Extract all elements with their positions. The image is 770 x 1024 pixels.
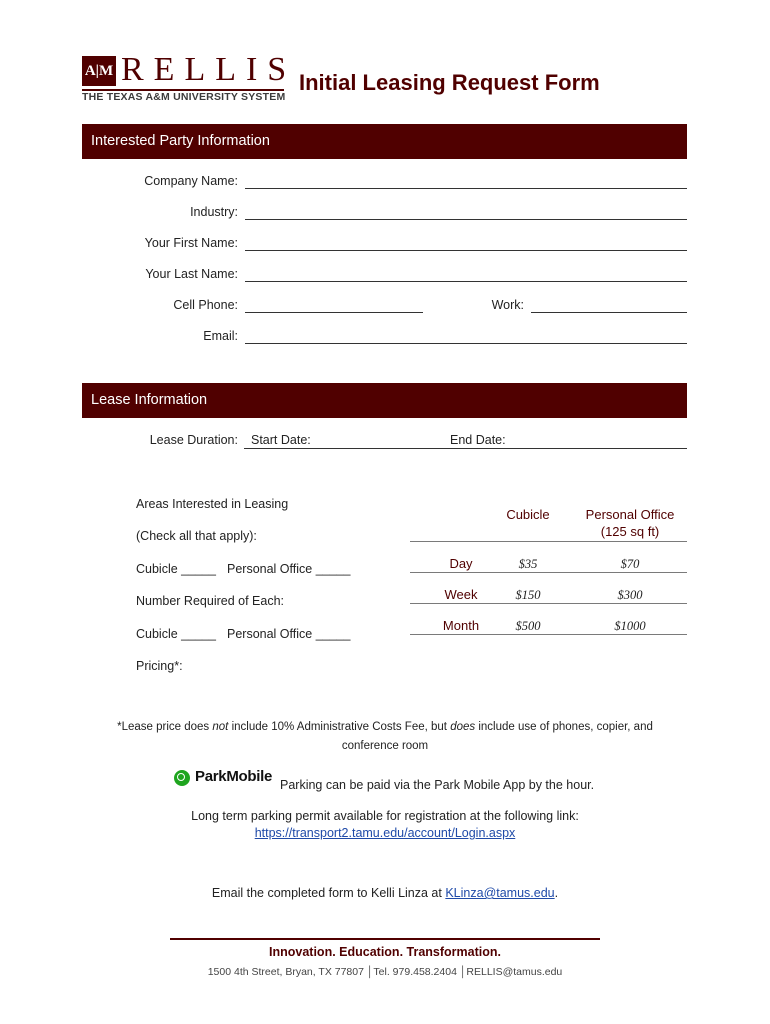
parking-text: Parking can be paid via the Park Mobile App by the hour. xyxy=(280,778,595,792)
price-cubicle-week: $150 xyxy=(515,588,541,602)
footer-tagline: Innovation. Education. Transformation. xyxy=(269,945,501,959)
rellis-logo-word: RELLIS xyxy=(121,51,297,88)
industry-label: Industry: xyxy=(190,205,238,219)
page-title: Initial Leasing Request Form xyxy=(299,70,600,95)
company-name-field[interactable] xyxy=(245,188,687,189)
end-date-label: End Date: xyxy=(450,433,506,447)
table-header-office: Personal Office xyxy=(585,507,675,522)
table-rule xyxy=(410,634,687,635)
cubicle-checkbox[interactable]: Cubicle _____ xyxy=(136,562,216,576)
lease-dates-field[interactable] xyxy=(244,448,687,449)
permit-text: Long term parking permit available for registration at the following link: xyxy=(191,809,579,823)
number-required-label: Number Required of Each: xyxy=(136,594,284,608)
tamu-logo-mark: A|M xyxy=(82,56,116,86)
table-row-label-day: Day xyxy=(449,556,473,571)
price-office-month: $1000 xyxy=(614,619,646,633)
first-name-label: Your First Name: xyxy=(144,236,238,250)
logo-subtitle: THE TEXAS A&M UNIVERSITY SYSTEM xyxy=(82,91,286,103)
email-link[interactable]: KLinza@tamus.edu xyxy=(445,886,555,900)
cubicle-count-field[interactable]: Cubicle _____ xyxy=(136,627,216,641)
personal-office-count-field[interactable]: Personal Office _____ xyxy=(227,627,351,641)
price-cubicle-day: $35 xyxy=(518,557,538,571)
parkmobile-icon xyxy=(174,770,190,786)
industry-field[interactable] xyxy=(245,219,687,220)
start-date-label: Start Date: xyxy=(251,433,311,447)
last-name-label: Your Last Name: xyxy=(145,267,238,281)
permit-link-row xyxy=(0,826,770,840)
price-cubicle-month: $500 xyxy=(515,619,541,633)
table-row-label-month: Month xyxy=(442,618,480,633)
table-header-cubicle: Cubicle xyxy=(506,507,550,522)
email-field[interactable] xyxy=(245,343,687,344)
permit-link[interactable]: https://transport2.tamu.edu/account/Login.aspx xyxy=(254,826,516,840)
section-banner-lease: Lease Information xyxy=(82,383,687,418)
price-office-day: $70 xyxy=(620,557,640,571)
company-name-label: Company Name: xyxy=(144,174,238,188)
footer-address: 1500 4th Street, Bryan, TX 77807 │Tel. 979.458.2404 │RELLIS@tamus.edu xyxy=(207,966,563,978)
footer-divider xyxy=(170,938,600,940)
footnote-line-2: conference room xyxy=(341,740,429,752)
pricing-label: Pricing*: xyxy=(136,659,183,673)
work-phone-label: Work: xyxy=(491,298,524,312)
areas-interested-label: Areas Interested in Leasing xyxy=(136,497,289,511)
table-rule xyxy=(410,603,687,604)
last-name-field[interactable] xyxy=(245,281,687,282)
check-all-label: (Check all that apply): xyxy=(136,529,257,543)
cell-phone-label: Cell Phone: xyxy=(173,298,238,312)
table-rule xyxy=(410,541,687,542)
section-banner-party: Interested Party Information xyxy=(82,124,687,159)
cell-phone-field[interactable] xyxy=(245,312,423,313)
price-office-week: $300 xyxy=(617,588,643,602)
email-instruction: Email the completed form to Kelli Linza at KLinza@tamus.edu. xyxy=(211,886,559,900)
table-row-label-week: Week xyxy=(444,587,478,602)
parkmobile-logo: ParkMobile xyxy=(195,768,273,785)
personal-office-checkbox[interactable]: Personal Office _____ xyxy=(227,562,351,576)
lease-duration-label: Lease Duration: xyxy=(149,433,238,447)
footnote-line-1: *Lease price does not include 10% Administrative Costs Fee, but does include use of phones, copier, and xyxy=(117,721,653,733)
first-name-field[interactable] xyxy=(245,250,687,251)
work-phone-field[interactable] xyxy=(531,312,687,313)
email-label: Email: xyxy=(203,329,238,343)
table-rule xyxy=(410,572,687,573)
table-header-office-size: (125 sq ft) xyxy=(600,524,660,539)
